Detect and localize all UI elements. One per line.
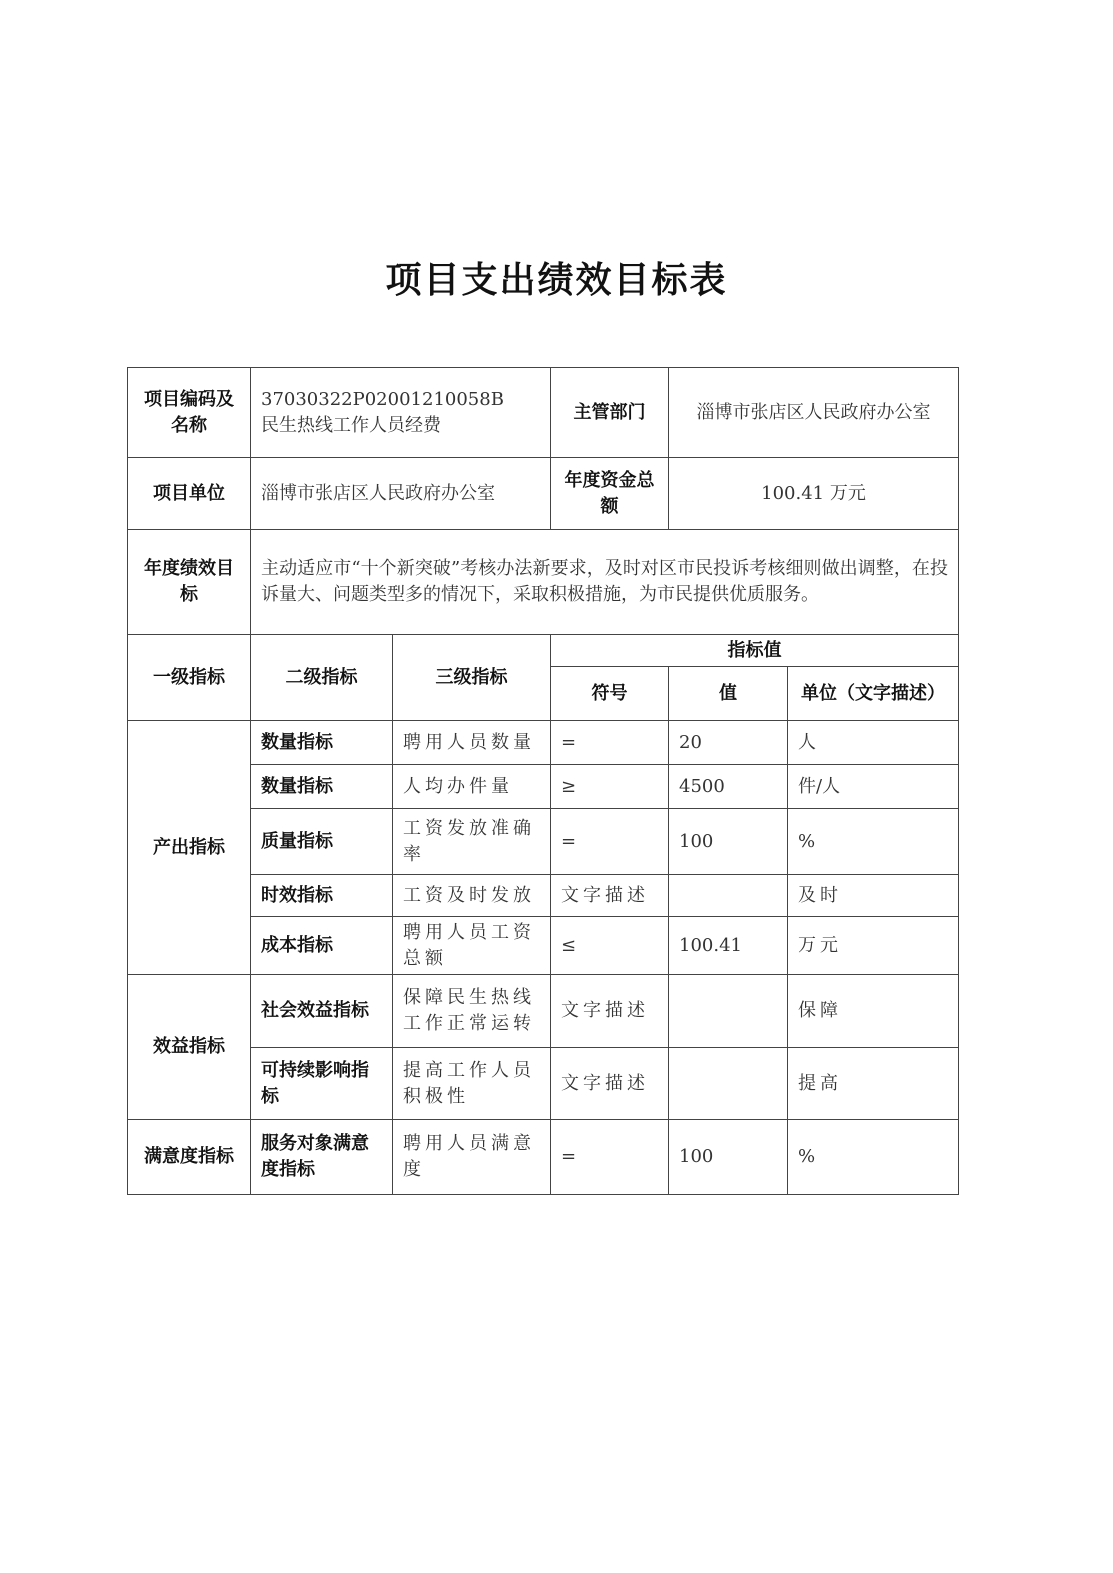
symbol-cell: = — [551, 721, 669, 765]
unit-cell: 保障 — [788, 975, 959, 1048]
value-cell: 100 — [669, 809, 788, 875]
level3-cell: 聘用人员满意度 — [393, 1120, 551, 1195]
table-row — [128, 975, 959, 1048]
page-title: 项目支出绩效目标表 — [385, 259, 728, 301]
dept-value: 淄博市张店区人民政府办公室 — [669, 368, 959, 458]
performance-table — [127, 367, 959, 1195]
header-symbol: 符号 — [551, 667, 669, 721]
unit-cell: % — [788, 1120, 959, 1195]
header-level1: 一级指标 — [128, 635, 251, 721]
group-satisfaction: 满意度指标 — [128, 1120, 251, 1195]
header-value: 值 — [669, 667, 788, 721]
symbol-cell: ≥ — [551, 765, 669, 809]
symbol-cell: 文字描述 — [551, 875, 669, 917]
info-row-code — [128, 368, 959, 458]
level2-cell: 质量指标 — [251, 809, 393, 875]
unit-cell: 件/人 — [788, 765, 959, 809]
header-index-value: 指标值 — [551, 635, 959, 667]
unit-cell: 人 — [788, 721, 959, 765]
value-cell: 100 — [669, 1120, 788, 1195]
code-label: 项目编码及名称 — [128, 368, 251, 458]
unit-cell: 及时 — [788, 875, 959, 917]
unit-value: 淄博市张店区人民政府办公室 — [251, 458, 551, 530]
header-level2: 二级指标 — [251, 635, 393, 721]
unit-label: 项目单位 — [128, 458, 251, 530]
value-cell: 4500 — [669, 765, 788, 809]
group-benefit: 效益指标 — [128, 975, 251, 1120]
symbol-cell: 文字描述 — [551, 975, 669, 1048]
header-row-1 — [128, 635, 959, 667]
table-row — [128, 1048, 959, 1120]
level2-cell: 服务对象满意度指标 — [251, 1120, 393, 1195]
fund-label: 年度资金总额 — [551, 458, 669, 530]
level2-cell: 成本指标 — [251, 917, 393, 975]
value-cell: 20 — [669, 721, 788, 765]
symbol-cell: ≤ — [551, 917, 669, 975]
symbol-cell: 文字描述 — [551, 1048, 669, 1120]
level3-cell: 保障民生热线工作正常运转 — [393, 975, 551, 1048]
project-name: 民生热线工作人员经费 — [261, 414, 441, 436]
level3-cell: 工资及时发放 — [393, 875, 551, 917]
info-row-goal — [128, 530, 959, 635]
level2-cell: 可持续影响指标 — [251, 1048, 393, 1120]
group-output: 产出指标 — [128, 721, 251, 975]
goal-text: 主动适应市“十个新突破”考核办法新要求，及时对区市民投诉考核细则做出调整，在投诉量大、问题类型多的情况下，采取积极措施，为市民提供优质服务。 — [251, 530, 959, 635]
unit-cell: % — [788, 809, 959, 875]
symbol-cell: = — [551, 1120, 669, 1195]
unit-cell: 万元 — [788, 917, 959, 975]
level3-cell: 人均办件量 — [393, 765, 551, 809]
goal-label: 年度绩效目标 — [128, 530, 251, 635]
table-row — [128, 917, 959, 975]
value-cell — [669, 875, 788, 917]
value-cell: 100.41 — [669, 917, 788, 975]
table-row — [128, 721, 959, 765]
level2-cell: 数量指标 — [251, 721, 393, 765]
level3-cell: 聘用人员数量 — [393, 721, 551, 765]
symbol-cell: = — [551, 809, 669, 875]
table-row — [128, 875, 959, 917]
table-row — [128, 809, 959, 875]
value-cell — [669, 1048, 788, 1120]
unit-cell: 提高 — [788, 1048, 959, 1120]
header-level3: 三级指标 — [393, 635, 551, 721]
level2-cell: 数量指标 — [251, 765, 393, 809]
fund-value: 100.41 万元 — [669, 458, 959, 530]
level3-cell: 聘用人员工资总额 — [393, 917, 551, 975]
dept-label: 主管部门 — [551, 368, 669, 458]
table-row — [128, 765, 959, 809]
level3-cell: 提高工作人员积极性 — [393, 1048, 551, 1120]
project-code-cell — [251, 368, 551, 458]
level3-cell: 工资发放准确率 — [393, 809, 551, 875]
info-row-unit — [128, 458, 959, 530]
header-unit: 单位（文字描述） — [788, 667, 959, 721]
value-cell — [669, 975, 788, 1048]
table-row — [128, 1120, 959, 1195]
project-code: 37030322P02001210058B — [261, 388, 504, 410]
level2-cell: 社会效益指标 — [251, 975, 393, 1048]
level2-cell: 时效指标 — [251, 875, 393, 917]
